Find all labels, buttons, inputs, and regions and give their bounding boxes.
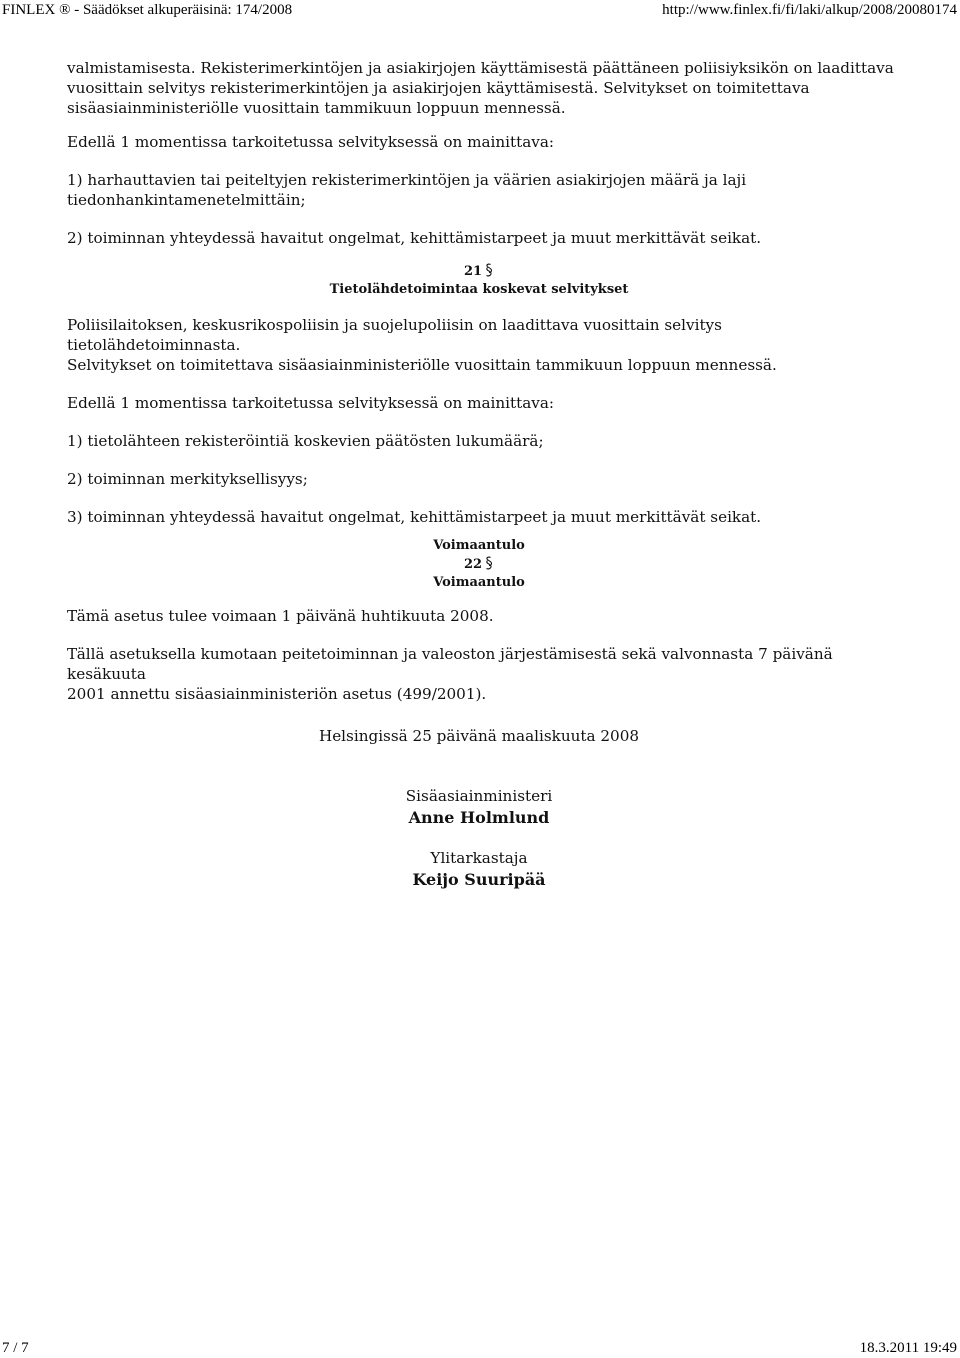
list-item: 1) tietolähteen rekisteröintiä koskevien päätösten lukumäärä; [67,432,544,450]
list-item [67,170,897,210]
paragraph: Edellä 1 momentissa tarkoitetussa selvityksessä on mainittava: [67,133,555,151]
text-line: vuosittain selvitys rekisterimerkintöjen ja asiakirjojen käyttämisestä. Selvitykset on toimitettava [67,79,810,97]
paragraph [67,58,897,118]
section-sign-icon [484,262,494,278]
document-header [0,0,960,20]
paragraph [67,644,897,704]
section-21-heading [67,262,891,299]
page-number: 7 / 7 [2,1340,29,1356]
place-date: Helsingissä 25 päivänä maaliskuuta 2008 [318,727,640,745]
list-item: 2) toiminnan merkityksellisyys; [67,470,308,488]
signer-name: Keijo Suuripää [412,870,546,889]
text-line: Tällä asetuksella kumotaan peitetoiminnan ja valeoston järjestämisestä sekä valvonnasta 7 päivänä kesäkuuta [67,645,833,683]
document-body [67,58,897,890]
print-timestamp: 18.3.2011 19:49 [859,1340,957,1356]
section-number: 21 [463,264,483,279]
section-number: 22 [463,557,483,572]
header-title: FINLEX ® - Säädökset alkuperäisinä: 174/2008 [2,2,293,18]
signer-title: Sisäasiainministeri [405,787,553,805]
text-line: 2001 annettu sisäasiainministeriön asetus (499/2001). [67,685,487,703]
text-line: valmistamisesta. Rekisterimerkintöjen ja asiakirjojen käyttämisestä päättäneen poliisiyksikön on laadittava [67,59,894,77]
text-line: sisäasiainministeriölle vuosittain tammikuun loppuun mennessä. [67,99,566,117]
header-url: http://www.finlex.fi/fi/laki/alkup/2008/20080174 [662,2,957,18]
section-title: Tietolähdetoimintaa koskevat selvitykset [329,282,629,297]
text-line: tiedonhankintamenetelmittäin; [67,191,306,209]
list-item: 2) toiminnan yhteydessä havaitut ongelmat, kehittämistarpeet ja muut merkittävät seikat. [67,229,762,247]
paragraph [67,315,897,375]
paragraph: Edellä 1 momentissa tarkoitetussa selvityksessä on mainittava: [67,394,555,412]
list-item: 3) toiminnan yhteydessä havaitut ongelmat, kehittämistarpeet ja muut merkittävät seikat. [67,508,762,526]
text-line: Selvitykset on toimitettava sisäasiainministeriölle vuosittain tammikuun loppuun mennessä. [67,356,777,374]
text-line: 1) harhauttavien tai peiteltyjen rekisterimerkintöjen ja väärien asiakirjojen määrä ja laji [67,171,747,189]
signer-title: Ylitarkastaja [430,849,528,867]
section-22-heading [67,537,891,592]
section-heading-top: Voimaantulo [433,538,525,553]
document-footer [0,1338,960,1358]
section-title: Voimaantulo [433,575,525,590]
text-line: Poliisilaitoksen, keskusrikospoliisin ja suojelupoliisin on laadittava vuosittain selvitys tietolähdetoiminnasta. [67,316,722,354]
signer-name: Anne Holmlund [408,808,550,827]
paragraph: Tämä asetus tulee voimaan 1 päivänä huhtikuuta 2008. [67,607,494,625]
section-sign-icon [484,555,494,571]
